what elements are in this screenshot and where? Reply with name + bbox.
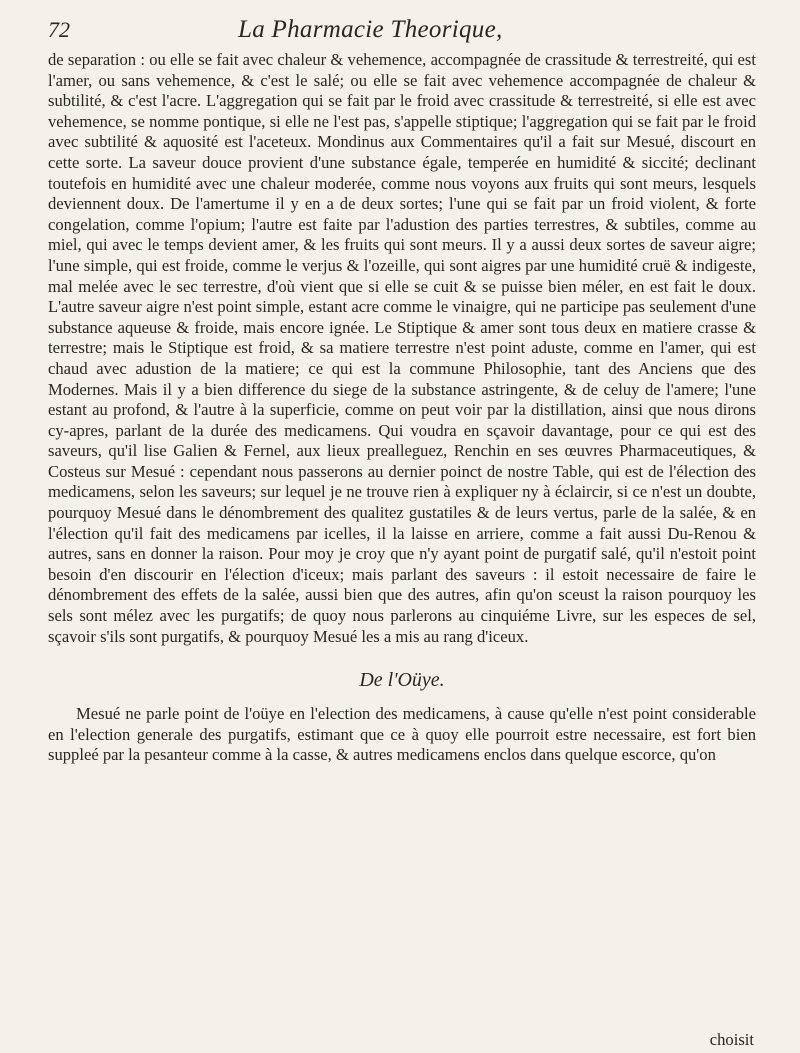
paragraph-ouye: Mesué ne parle point de l'oüye en l'election des medicamens, à cause qu'elle n'est point considerable en l'election generale des purgatifs, estimant que ce à quoy elle pourroit estre necessaire, est fort bien suppleé par la pesanteur comme à la casse, & autres medicamens enclos dans quelque escorce, qu'on [48,704,756,765]
paragraph-saveurs: de separation : ou elle se fait avec chaleur & vehemence, accompagnée de crassitude & terrestreité, qui est l'amer, ou sans vehemence, & c'est le salé; ou elle se fait avec vehemence accompagnée de chaleur & subtilité, & c'est l'acre. L'aggregation qui se fait par le froid avec crassitude & terrestreité, si elle est avec vehemence, se nomme pontique, si elle ne l'est pas, s'appelle stiptique; l'aggregation qui se fait par le froid avec subtilité & aquosité est l'aceteux. Mondinus aux Commentaires qu'il a fait sur Mesué, discourt en cette sorte. La saveur douce provient d'une substance égale, temperée en humidité & siccité; declinant toutefois en humidité avec une chaleur moderée, comme nous voyons aux fruits qui sont meurs, lesquels deviennent doux. De l'amertume il y en a de deux sortes; l'une qui se fait par un froid violent, & forte congelation, comme l'opium; l'autre est faite par l'adustion des parties terrestres, & subtiles, comme au miel, qui avec le temps devient amer, & les fruits qui sont meurs. Il y a aussi deux sortes de saveur aigre; l'une simple, qui est froide, comme le verjus & l'ozeille, qui sont aigres par une humidité cruë & indigeste, mal melée avec le sec terrestre, d'où vient que si elle se cuit & se puisse bien méler, en est fait le doux. L'autre saveur aigre n'est point simple, estant acre comme le vinaigre, qui ne participe pas seulement d'une substance aqueuse & froide, mais encore ignée. Le Stiptique & amer sont tous deux en matiere crasse & terrestre; mais le Stiptique est froid, & sa matiere terrestre n'est point aduste, comme en l'amer, qui est chaud avec adustion de la matiere; ce qui est la commune Philosophie, tant des Anciens que des Modernes. Mais il y a bien difference du siege de la substance astringente, & de celuy de l'amere; l'une estant au profond, & l'autre à la superficie, comme on peut voir par la distillation, ainsi que nous dirons cy-apres, parlant de la durée des medicamens. Qui voudra en sçavoir davantage, pour ce qui est des saveurs, qu'il lise Galien & Fernel, aux lieux prealleguez, Renchin en ses œuvres Pharmaceutiques, & Costeus sur Mesué : cependant nous passerons au dernier poinct de nostre Table, qui est de l'élection des medicamens, selon les saveurs; sur lequel je ne trouve rien à expliquer ny à éclaircir, si ce n'est un doubte, pourquoy Mesué dans le dénombrement des qualitez gustatiles & de leurs vertus, parle de la salée, & en l'élection qu'il fait des medicamens par icelles, il la laisse en arriere, comme a fait aussi Du-Renou & autres, sans en donner la raison. Pour moy je croy que n'y ayant point de purgatif salé, qu'il n'estoit point besoin d'en discourir en l'élection d'iceux; mais parlant des saveurs : il estoit necessaire de faire le dénombrement des effets de la salée, aussi bien que des autres, afin qu'on sceust la raison pourquoy les sels sont mélez avec les purgatifs; de quoy nous parlerons au cinquiéme Livre, sur les especes de sel, sçavoir s'ils sont purgatifs, & pourquoy Mesué les a mis au rang d'iceux. [48,50,756,646]
main-text [48,50,756,647]
header-title: La Pharmacie Theorique, [238,16,503,43]
section-heading: De l'Oüye. [359,669,445,692]
second-text [48,704,756,766]
page-number: 72 [48,17,70,42]
catchword: choisit [709,1030,754,1049]
running-head [48,16,756,48]
